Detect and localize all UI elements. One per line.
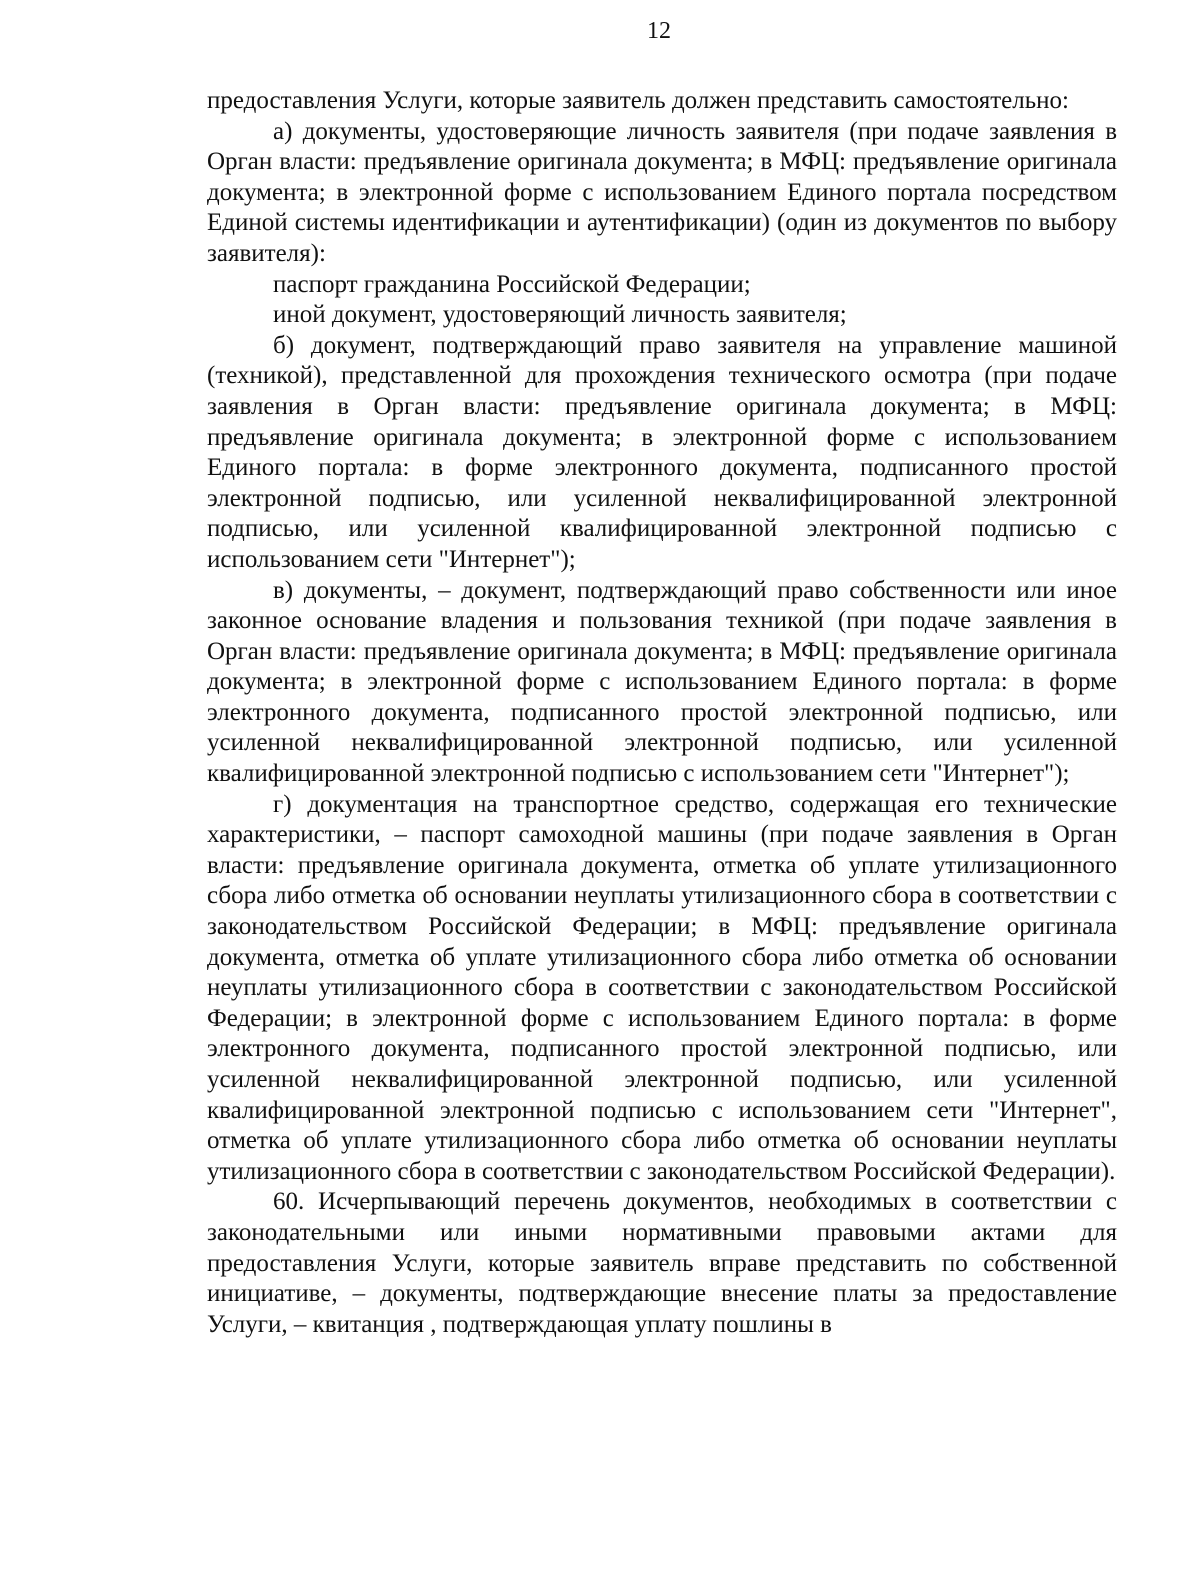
- list-item-other-id: иной документ, удостоверяющий личность заявителя;: [273, 301, 847, 329]
- paragraph-item-g: г) документация на транспортное средство, содержащая его технические характеристики, – паспорт самоходной машины (при подаче заявления в Орган власти: предъявление оригинала документа, отметка об уплате утилизационного сбора либо отметка об основании неуплаты утилизационного сбора в соответствии с законодательством Российской Федерации; в МФЦ: предъявление оригинала документа, отметка об уплате утилизационного сбора либо отметка об основании неуплаты утилизационного сбора в соответствии с законодательством Российской Федерации; в электронной форме с использованием Единого портала: в форме электронного документа, подписанного простой электронной подписью, или усиленной неквалифицированной электронной подписью, или усиленной квалифицированной электронной подписью с использованием сети "Интернет", отметка об уплате утилизационного сбора либо отметка об основании неуплаты утилизационного сбора в соответствии с законодательством Российской Федерации).: [207, 790, 1117, 1185]
- paragraph-60: 60. Исчерпывающий перечень документов, необходимых в соответствии с законодательными или иными нормативными правовыми актами для предоставления Услуги, которые заявитель вправе представить по собственной инициативе, – документы, подтверждающие внесение платы за предоставление Услуги, – квитанция , подтверждающая уплату пошлины в: [207, 1188, 1117, 1338]
- page-number: 12: [647, 18, 671, 44]
- paragraph-item-a: а) документы, удостоверяющие личность заявителя (при подаче заявления в Орган власти: предъявление оригинала документа; в МФЦ: предъявление оригинала документа; в электронной форме с использованием Единого портала посредством Единой системы идентификации и аутентификации) (один из документов по выбору заявителя):: [207, 117, 1117, 267]
- paragraph-intro: предоставления Услуги, которые заявитель должен представить самостоятельно:: [207, 87, 1069, 114]
- paragraph-item-b: б) документ, подтверждающий право заявителя на управление машиной (техникой), представленной для прохождения технического осмотра (при подаче заявления в Орган власти: предъявление оригинала документа; в МФЦ: предъявление оригинала документа; в электронной форме с использованием Единого портала: в форме электронного документа, подписанного простой электронной подписью, или усиленной неквалифицированной электронной подписью, или усиленной квалифицированной электронной подписью с использованием сети "Интернет");: [207, 331, 1117, 573]
- document-body: [207, 86, 1117, 1340]
- list-item-passport: паспорт гражданина Российской Федерации;: [273, 270, 751, 298]
- paragraph-item-v: в) документы, – документ, подтверждающий право собственности или иное законное основание владения и пользования техникой (при подаче заявления в Орган власти: предъявление оригинала документа; в МФЦ: предъявление оригинала документа; в электронной форме с использованием Единого портала: в форме электронного документа, подписанного простой электронной подписью, или усиленной неквалифицированной электронной подписью, или усиленной квалифицированной электронной подписью с использованием сети "Интернет");: [207, 576, 1117, 788]
